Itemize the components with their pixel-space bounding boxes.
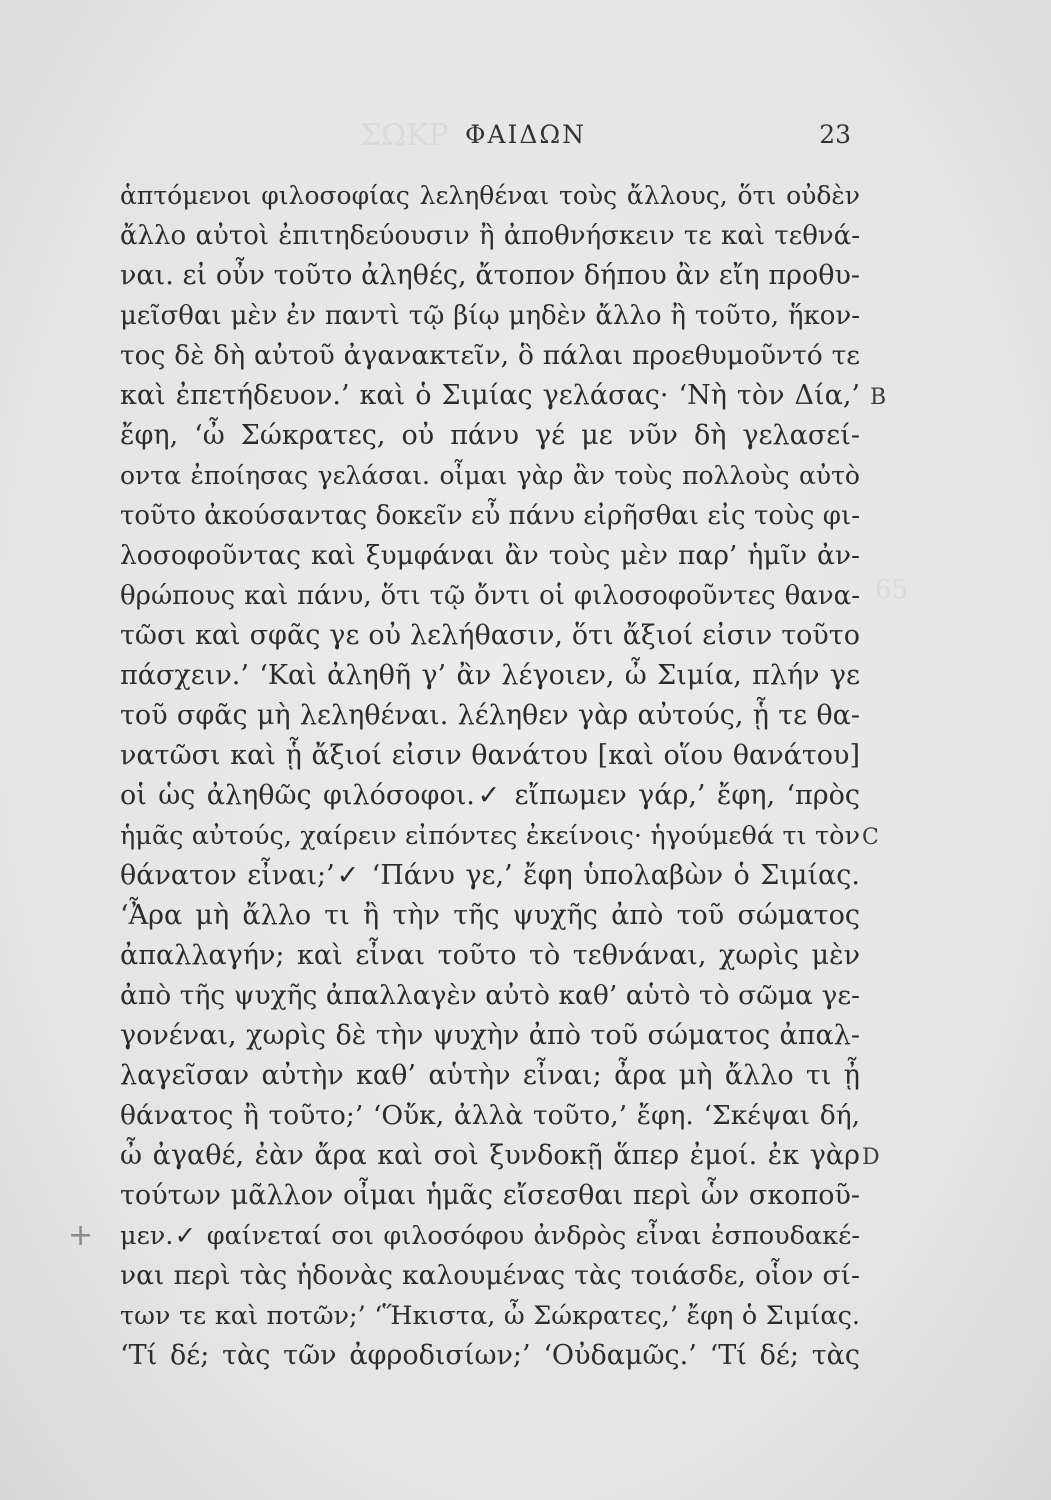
margin-section-b: B <box>870 385 887 410</box>
text-line: λαγεῖσαν αὐτὴν καθ’ αὑτὴν εἶναι; ἆρα μὴ ἄλλο τι ᾖ <box>120 1060 860 1091</box>
text-line: νατῶσι καὶ ᾗ ἄξιοί εἰσιν θανάτου [καὶ οἵου θανάτου] <box>120 740 860 771</box>
text-line: πάσχειν.’ ‘Καὶ ἀληθῆ γ’ ἂν λέγοιεν, ὦ Σιμία, πλήν γε <box>120 660 860 691</box>
text-line: τῶσι καὶ σφᾶς γε οὐ λελήθασιν, ὅτι ἄξιοί εἰσιν τοῦτο <box>120 620 860 651</box>
text-line: γονέναι, χωρὶς δὲ τὴν ψυχὴν ἀπὸ τοῦ σώματος ἀπαλ- <box>120 1020 860 1051</box>
text-line: των τε καὶ ποτῶν;’ ‘Ἥκιστα, ὦ Σώκρατες,’ ἔφη ὁ Σιμίας. <box>120 1301 860 1331</box>
text-line: θρώπους καὶ πάνυ, ὅτι τῷ ὄντι οἱ φιλοσοφοῦντες θανα- <box>120 581 860 611</box>
running-header-title: ΦΑΙΔΩΝ <box>464 120 587 149</box>
text-line: ἔφη, ‘ὦ Σώκρατες, οὐ πάνυ γέ με νῦν δὴ γελασεί- <box>120 420 860 451</box>
page-number: 23 <box>819 120 851 149</box>
text-line: θάνατον εἶναι;’✓ ‘Πάνυ γε,’ ἔφη ὑπολαβὼν ὁ Σιμίας. <box>120 860 860 891</box>
text-line: ἡμᾶς αὐτούς, χαίρειν εἰπόντες ἐκείνοις· ἡγούμεθά τι τὸν <box>120 821 860 851</box>
text-line: τος δὲ δὴ αὐτοῦ ἀγανακτεῖν, ὃ πάλαι προεθυμοῦντό τε <box>120 340 860 371</box>
text-line: οντα ἐποίησας γελάσαι. οἶμαι γὰρ ἂν τοὺς πολλοὺς αὐτὸ <box>120 461 860 490</box>
text-line: οἱ ὡς ἀληθῶς φιλόσοφοι.✓ εἴπωμεν γάρ,’ ἔφη, ‘πρὸς <box>120 780 860 811</box>
text-line: λοσοφοῦντας καὶ ξυμφάναι ἂν τοὺς μὲν παρ’ ἡμῖν ἀν- <box>120 540 860 571</box>
text-line: ἁπτόμενοι φιλοσοφίας λεληθέναι τοὺς ἄλλους, ὅτι οὐδὲν <box>120 181 860 210</box>
text-line: ἀπὸ τῆς ψυχῆς ἀπαλλαγὲν αὐτὸ καθ’ αὑτὸ τὸ σῶμα γε- <box>120 980 860 1011</box>
text-line: ναι περὶ τὰς ἡδονὰς καλουμένας τὰς τοιάσδε, οἷον σί- <box>120 1260 860 1291</box>
text-line: τοῦ σφᾶς μὴ λεληθέναι. λέληθεν γὰρ αὐτούς, ᾗ τε θα- <box>120 700 860 731</box>
text-line: ‘Ἆρα μὴ ἄλλο τι ἢ τὴν τῆς ψυχῆς ἀπὸ τοῦ σώματος <box>120 900 860 931</box>
text-line: καὶ ἐπετήδευον.’ καὶ ὁ Σιμίας γελάσας· ‘Νὴ τὸν Δία,’ <box>120 380 860 411</box>
text-line: τοῦτο ἀκούσαντας δοκεῖν εὖ πάνυ εἰρῆσθαι εἰς τοὺς φι- <box>120 501 860 531</box>
text-line: μεν.✓ φαίνεταί σοι φιλοσόφου ἀνδρὸς εἶναι ἐσπουδακέ- <box>120 1221 860 1251</box>
bleed-through-text: 65 <box>875 575 909 605</box>
text-line: θάνατος ἢ τοῦτο;’ ‘Οὔκ, ἀλλὰ τοῦτο,’ ἔφη. ‘Σκέψαι δή, <box>120 1100 860 1131</box>
text-line: μεῖσθαι μὲν ἐν παντὶ τῷ βίῳ μηδὲν ἄλλο ἢ τοῦτο, ἥκον- <box>120 301 860 331</box>
text-line: ‘Τί δέ; τὰς τῶν ἀφροδισίων;’ ‘Οὐδαμῶς.’ ‘Τί δέ; τὰς <box>120 1340 860 1371</box>
text-line: ἄλλο αὐτοὶ ἐπιτηδεύουσιν ἢ ἀποθνήσκειν τε καὶ τεθνά- <box>120 221 860 251</box>
pencil-plus-annotation: + <box>68 1218 94 1253</box>
text-line: ἀπαλλαγήν; καὶ εἶναι τοῦτο τὸ τεθνάναι, χωρὶς μὲν <box>120 940 860 971</box>
text-line: ὦ ἀγαθέ, ἐὰν ἄρα καὶ σοὶ ξυνδοκῇ ἅπερ ἐμοί. ἐκ γὰρ <box>120 1140 860 1171</box>
text-line: ναι. εἰ οὖν τοῦτο ἀληθές, ἄτοπον δήπου ἂν εἴη προθυ- <box>120 260 860 291</box>
bleed-through-text: ΣΩΚΡ <box>360 118 449 153</box>
margin-section-d: D <box>862 1145 880 1170</box>
text-line: τούτων μᾶλλον οἶμαι ἡμᾶς εἴσεσθαι περὶ ὧν σκοποῦ- <box>120 1180 860 1211</box>
margin-section-c: C <box>862 825 879 850</box>
